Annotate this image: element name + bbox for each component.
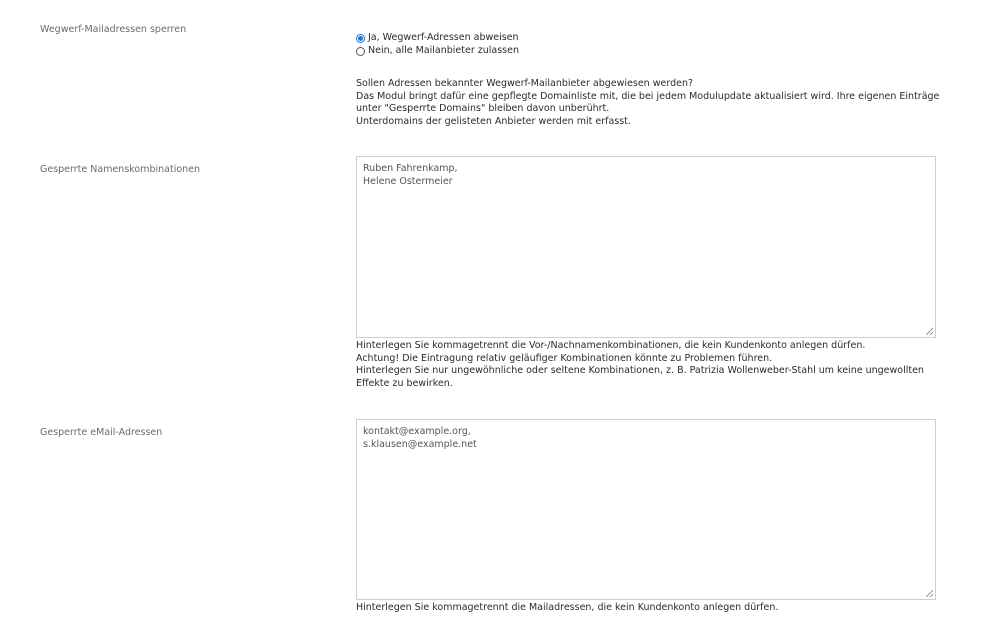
resize-handle-icon[interactable] — [926, 328, 933, 335]
help-text: Unterdomains der gelisteten Anbieter werden mit erfasst. — [356, 115, 631, 127]
blocked-names-help — [356, 340, 946, 390]
radio-option-no[interactable] — [356, 45, 946, 58]
help-text: Sollen Adressen bekannter Wegwerf-Mailanbieter abgewiesen werden? — [356, 78, 694, 89]
help-text: Hinterlegen Sie nur ungewöhnliche oder seltene Kombinationen, z. B. Patrizia Wollenweber-Stahl um keine ungewollten Effekte zu bewirken. — [356, 365, 924, 389]
blocked-names-label: Gesperrte Namenskombinationen — [40, 164, 201, 175]
help-text: Das Modul bringt dafür eine gepflegte Domainliste mit, die bei jedem Modulupdate aktualisiert wird. Ihre eigenen Einträge unter "Gesperrte Domains" bleiben davon unberührt. — [356, 90, 940, 114]
disposable-mail-help — [356, 78, 946, 128]
blocked-names-textarea[interactable] — [356, 156, 936, 338]
disposable-mail-label: Wegwerf-Mailadressen sperren — [40, 24, 187, 35]
textarea-line: kontakt@example.org, — [363, 426, 471, 437]
blocked-emails-textarea[interactable] — [356, 419, 936, 600]
radio-option-yes[interactable] — [356, 32, 946, 45]
textarea-line: Ruben Fahrenkamp, — [363, 163, 458, 174]
textarea-line: Helene Ostermeier — [363, 175, 453, 187]
help-text: Hinterlegen Sie kommagetrennt die Vor-/Nachnamenkombinationen, die kein Kundenkonto anlegen dürfen. — [356, 340, 866, 351]
radio-option-yes-label[interactable]: Ja, Wegwerf-Adressen abweisen — [368, 32, 519, 44]
radio-checked-icon[interactable] — [356, 34, 365, 43]
help-text: Hinterlegen Sie kommagetrennt die Mailadressen, die kein Kundenkonto anlegen dürfen. — [356, 602, 779, 613]
blocked-emails-help — [356, 602, 946, 615]
blocked-emails-label: Gesperrte eMail-Adressen — [40, 427, 163, 438]
textarea-line: s.klausen@example.net — [363, 438, 477, 450]
disposable-mail-radio-group — [356, 32, 946, 58]
resize-handle-icon[interactable] — [926, 590, 933, 597]
radio-unchecked-icon[interactable] — [356, 47, 365, 56]
radio-option-no-label[interactable]: Nein, alle Mailanbieter zulassen — [368, 45, 519, 57]
help-text: Achtung! Die Eintragung relativ geläufiger Kombinationen könnte zu Problemen führen. — [356, 352, 773, 364]
